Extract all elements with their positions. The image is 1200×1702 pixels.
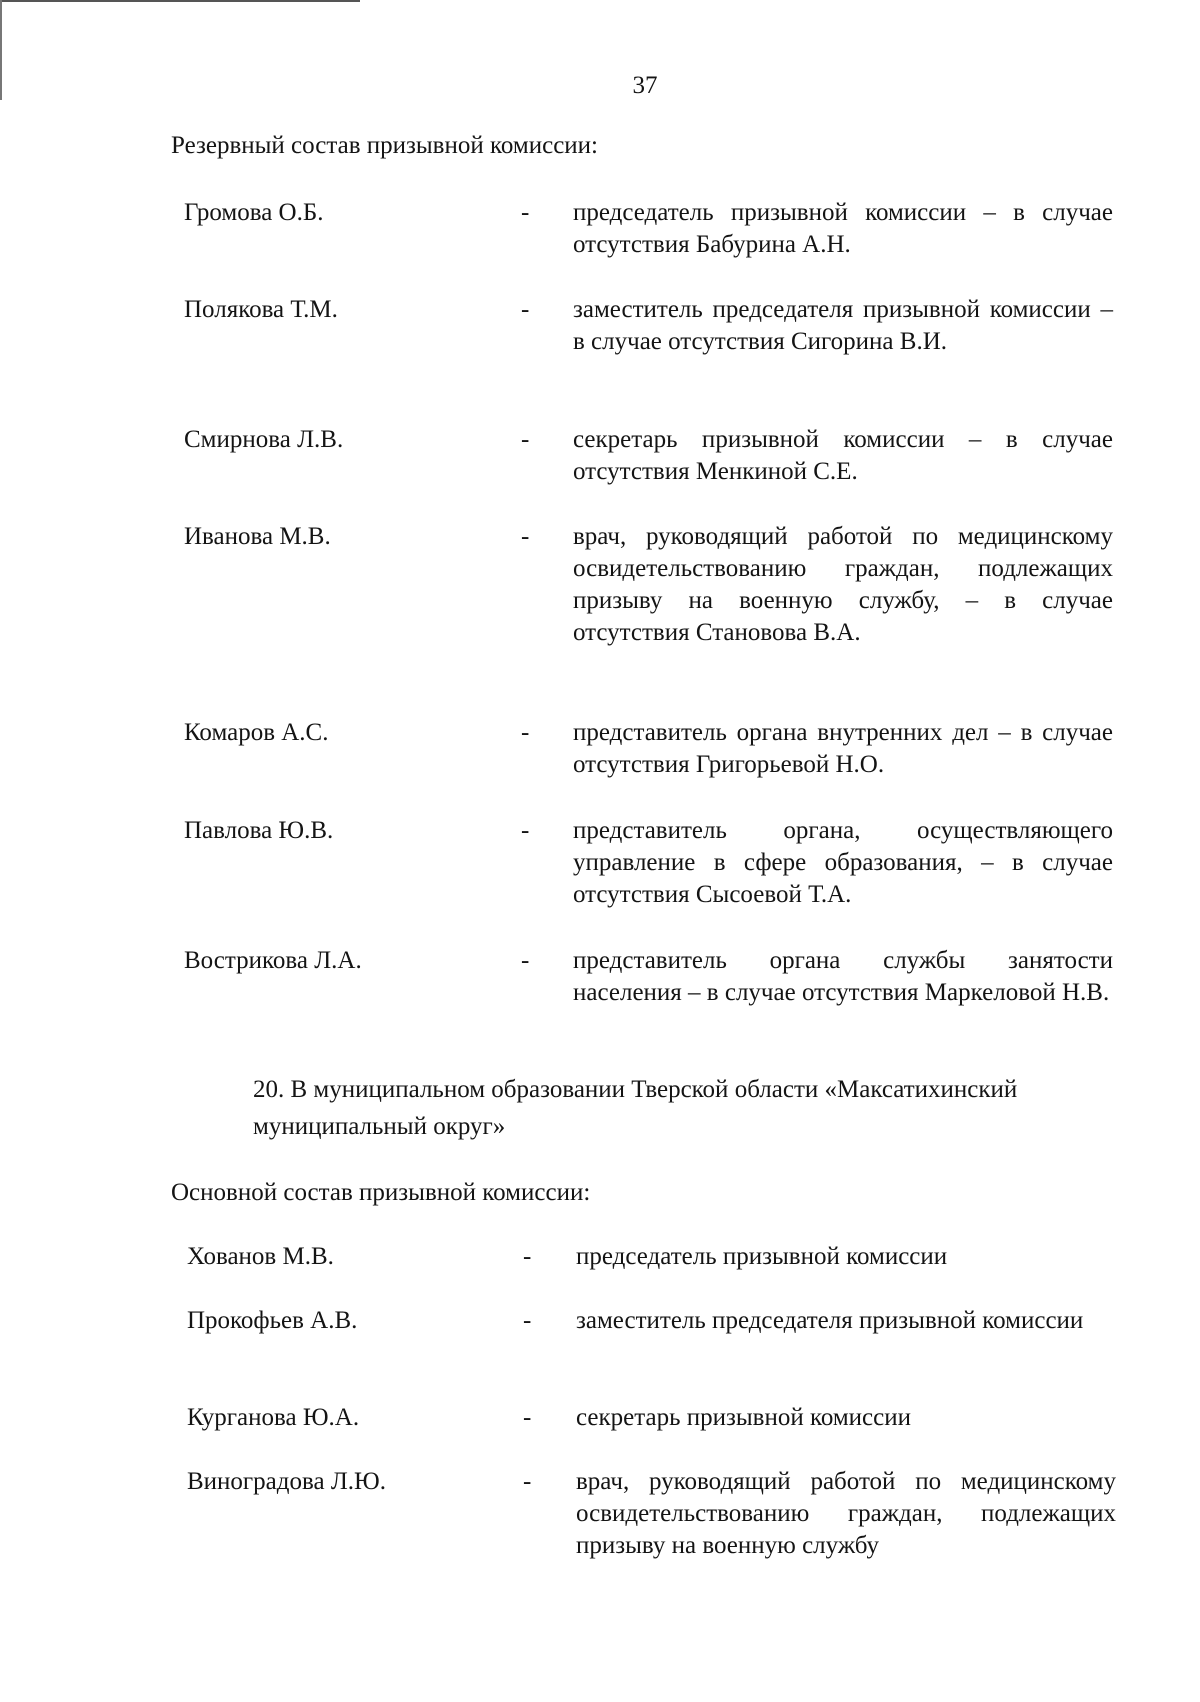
member-name: Прокофьев А.В. xyxy=(187,1307,358,1334)
member-name: Иванова М.В. xyxy=(184,523,331,550)
member-role: заместитель председателя призывной комиссии xyxy=(576,1307,1084,1334)
reserve-heading: Резервный состав призывной комиссии: xyxy=(171,132,598,159)
member-name: Хованов М.В. xyxy=(187,1243,334,1270)
dash: - xyxy=(523,1243,532,1270)
dash: - xyxy=(523,1404,532,1431)
scan-edge-top xyxy=(0,0,360,2)
main-heading: Основной состав призывной комиссии: xyxy=(171,1179,591,1206)
member-name: Полякова Т.М. xyxy=(184,296,338,323)
section-paragraph xyxy=(175,1071,1130,1145)
page-number: 37 xyxy=(632,72,658,99)
member-role: врач, руководящий работой по медицинскому освидетельствованию граждан, подлежащих призыву на военную службу xyxy=(576,1468,1116,1559)
dash: - xyxy=(521,719,530,746)
dash: - xyxy=(523,1307,532,1334)
dash: - xyxy=(521,426,530,453)
member-role: председатель призывной комиссии – в случае отсутствия Бабурина А.Н. xyxy=(573,199,1113,258)
member-name: Вострикова Л.А. xyxy=(184,947,362,974)
member-name: Громова О.Б. xyxy=(184,199,324,226)
dash: - xyxy=(521,947,530,974)
member-role: секретарь призывной комиссии – в случае отсутствия Менкиной С.Е. xyxy=(573,426,1113,485)
member-name: Смирнова Л.В. xyxy=(184,426,344,453)
dash: - xyxy=(521,817,530,844)
member-name: Виноградова Л.Ю. xyxy=(187,1468,386,1495)
section-text: 20. В муниципальном образовании Тверской области «Максатихинский муниципальный округ» xyxy=(253,1076,1018,1140)
dash: - xyxy=(521,523,530,550)
member-name: Курганова Ю.А. xyxy=(187,1404,360,1431)
dash: - xyxy=(523,1468,532,1495)
dash: - xyxy=(521,199,530,226)
member-role: представитель органа внутренних дел – в случае отсутствия Григорьевой Н.О. xyxy=(573,719,1113,778)
member-role: секретарь призывной комиссии xyxy=(576,1404,912,1431)
member-name: Комаров А.С. xyxy=(184,719,329,746)
member-role: представитель органа, осуществляющего управление в сфере образования, – в случае отсутствия Сысоевой Т.А. xyxy=(573,817,1113,908)
member-name: Павлова Ю.В. xyxy=(184,817,334,844)
member-role: представитель органа службы занятости населения – в случае отсутствия Маркеловой Н.В. xyxy=(573,947,1113,1006)
member-role: председатель призывной комиссии xyxy=(576,1243,948,1270)
member-role: врач, руководящий работой по медицинскому освидетельствованию граждан, подлежащих призыву на военную службу, – в случае отсутствия Становова В.А. xyxy=(573,523,1113,646)
member-role: заместитель председателя призывной комиссии – в случае отсутствия Сигорина В.И. xyxy=(573,296,1113,355)
dash: - xyxy=(521,296,530,323)
